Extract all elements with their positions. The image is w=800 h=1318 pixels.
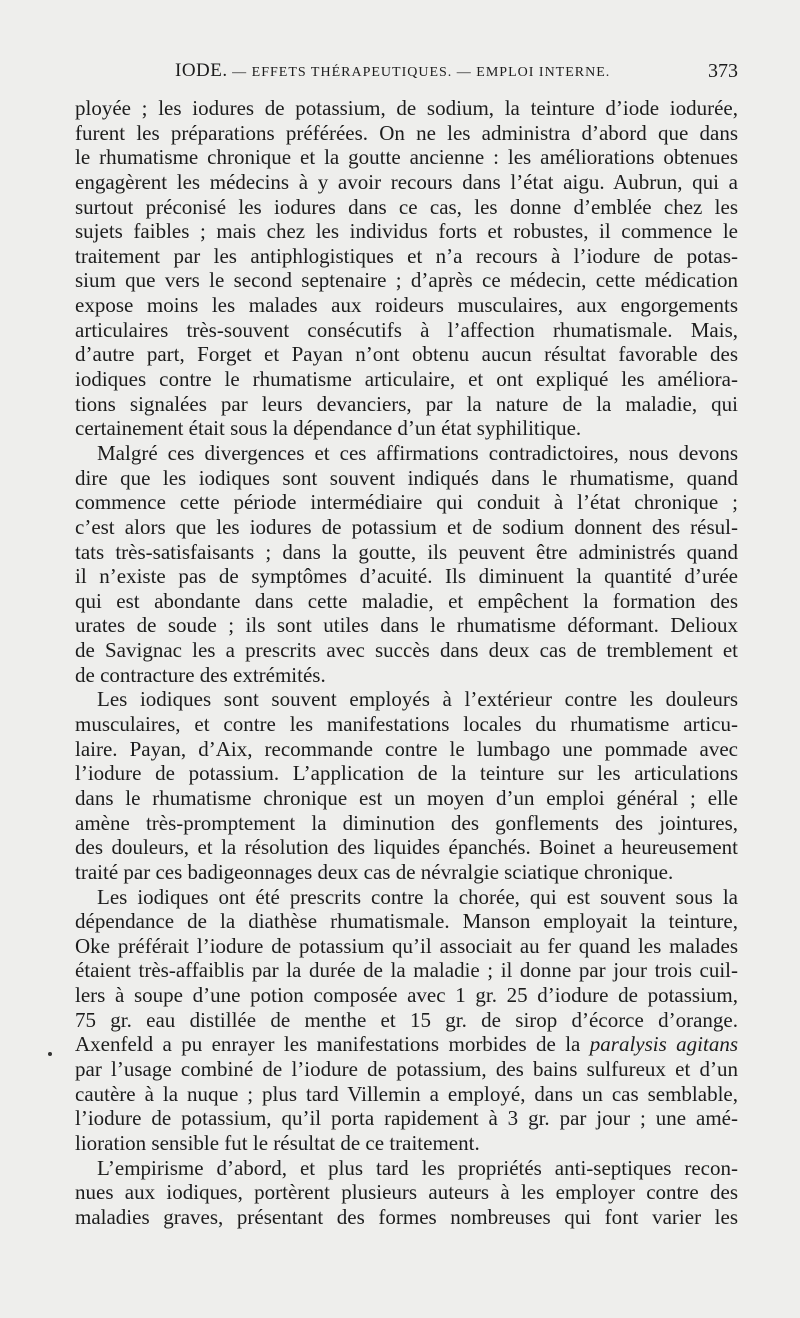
text-line: de contracture des extrémités. [75, 662, 326, 687]
text-line: tions signalées par leurs devanciers, par la nature de la maladie, qui [75, 391, 738, 416]
text-line: lioration sensible fut le résultat de ce traitement. [75, 1130, 480, 1155]
header-section: EFFETS THÉRAPEUTIQUES. [251, 65, 453, 80]
text-line: Les iodiques sont souvent employés à l’extérieur contre les douleurs [97, 687, 738, 712]
text-line: nues aux iodiques, portèrent plusieurs auteurs à les employer contre des [75, 1180, 738, 1205]
running-title [175, 60, 610, 82]
text-line: surtout préconisé les iodures dans ce cas, les donne d’emblée chez les [75, 194, 738, 219]
text-line: engagèrent les médecins à y avoir recours dans l’état aigu. Aubrun, qui a [75, 169, 738, 194]
paragraph [75, 1156, 738, 1230]
text-line: dans le rhumatisme chronique est un moyen d’un emploi général ; elle [75, 785, 738, 810]
text-line: c’est alors que les iodures de potassium et de sodium donnent des résul- [75, 514, 738, 539]
text-line: urates de soude ; ils sont utiles dans le rhumatisme déformant. Delioux [75, 613, 738, 638]
text-line: traité par ces badigeonnages deux cas de névralgie sciatique chronique. [75, 859, 674, 884]
text-line: le rhumatisme chronique et la goutte ancienne : les améliorations obtenues [75, 145, 738, 170]
paragraph [75, 441, 738, 687]
paragraph [75, 885, 738, 1156]
text-line: 75 gr. eau distillée de menthe et 15 gr. de sirop d’écorce d’orange. [75, 1007, 738, 1032]
text-line: maladies graves, présentant des formes nombreuses qui font varier les [75, 1204, 738, 1229]
paragraph [75, 96, 738, 441]
text-line: il n’existe pas de symptômes d’acuité. Ils diminuent la quantité d’urée [75, 564, 738, 589]
text-line: cautère à la nuque ; plus tard Villemin a employé, dans un cas semblable, [75, 1081, 738, 1106]
text-line: dire que les iodiques sont souvent indiqués dans le rhumatisme, quand [75, 465, 738, 490]
italic-term: paralysis agitans [589, 1032, 738, 1057]
paragraph [75, 687, 738, 884]
header-title: IODE. [175, 60, 228, 81]
text-line: Axenfeld a pu enrayer les manifestations morbides de la paralysis agitans [75, 1032, 738, 1057]
text-line: articulaires très-souvent consécutifs à l’affection rhumatismale. Mais, [75, 317, 738, 342]
header-separator: — [227, 65, 252, 80]
text-line: qui est abondante dans cette maladie, et empêchent la formation des [75, 588, 738, 613]
text-line: L’empirisme d’abord, et plus tard les propriétés anti-septiques recon- [97, 1155, 738, 1180]
text-line: sujets faibles ; mais chez les individus forts et robustes, il commence le [75, 219, 738, 244]
text-line: par l’usage combiné de l’iodure de potassium, des bains sulfureux et d’un [75, 1056, 738, 1081]
text-line: iodiques contre le rhumatisme articulaire, et ont expliqué les améliora- [75, 367, 738, 392]
text-line: Les iodiques ont été prescrits contre la chorée, qui est souvent sous la [97, 884, 738, 909]
text-line: commence cette période intermédiaire qui conduit à l’état chronique ; [75, 490, 738, 515]
header-subsection: EMPLOI INTERNE. [476, 65, 611, 80]
text-line: certainement était sous la dépendance d’un état syphilitique. [75, 416, 582, 441]
text-line: tats très-satisfaisants ; dans la goutte, ils peuvent être administrés quand [75, 539, 738, 564]
body-text [75, 96, 738, 1229]
text-line: Oke préférait l’iodure de potassium qu’il associait au fer quand les malades [75, 933, 738, 958]
header-separator: — [452, 65, 477, 80]
text-line: étaient très-affaiblis par la durée de la maladie ; il donne par jour trois cuil- [75, 958, 738, 983]
text-line: expose moins les malades aux roideurs musculaires, aux engorgements [75, 293, 738, 318]
running-header [75, 60, 738, 88]
text-line: ployée ; les iodures de potassium, de sodium, la teinture d’iode iodurée, [75, 96, 738, 120]
text-line: furent les préparations préférées. On ne les administra d’abord que dans [75, 120, 738, 145]
text-line: amène très-promptement la diminution des gonflements des jointures, [75, 810, 738, 835]
text-line: laire. Payan, d’Aix, recommande contre le lumbago une pommade avec [75, 736, 738, 761]
page-number: 373 [708, 60, 738, 82]
text-line: l’iodure de potassium. L’application de la teinture sur les articulations [75, 761, 738, 786]
text-line: Malgré ces divergences et ces affirmations contradictoires, nous devons [97, 440, 738, 465]
text-line: d’autre part, Forget et Payan n’ont obtenu aucun résultat favorable des [75, 342, 738, 367]
text-line: traitement par les antiphlogistiques et n’a recours à l’iodure de potas- [75, 243, 738, 268]
text-line: lers à soupe d’une potion composée avec 1 gr. 25 d’iodure de potassium, [75, 983, 738, 1008]
text-line: l’iodure de potassium, qu’il porta rapidement à 3 gr. par jour ; une amé- [75, 1106, 738, 1131]
text-line: musculaires, et contre les manifestations locales du rhumatisme articu- [75, 712, 738, 737]
text-line: de Savignac les a prescrits avec succès dans deux cas de tremblement et [75, 638, 738, 663]
text-line: des douleurs, et la résolution des liquides épanchés. Boinet a heureusement [75, 835, 738, 860]
margin-mark [48, 1052, 52, 1056]
text-line: sium que vers le second septenaire ; d’après ce médecin, cette médication [75, 268, 738, 293]
text-line: dépendance de la diathèse rhumatismale. Manson employait la teinture, [75, 909, 738, 934]
